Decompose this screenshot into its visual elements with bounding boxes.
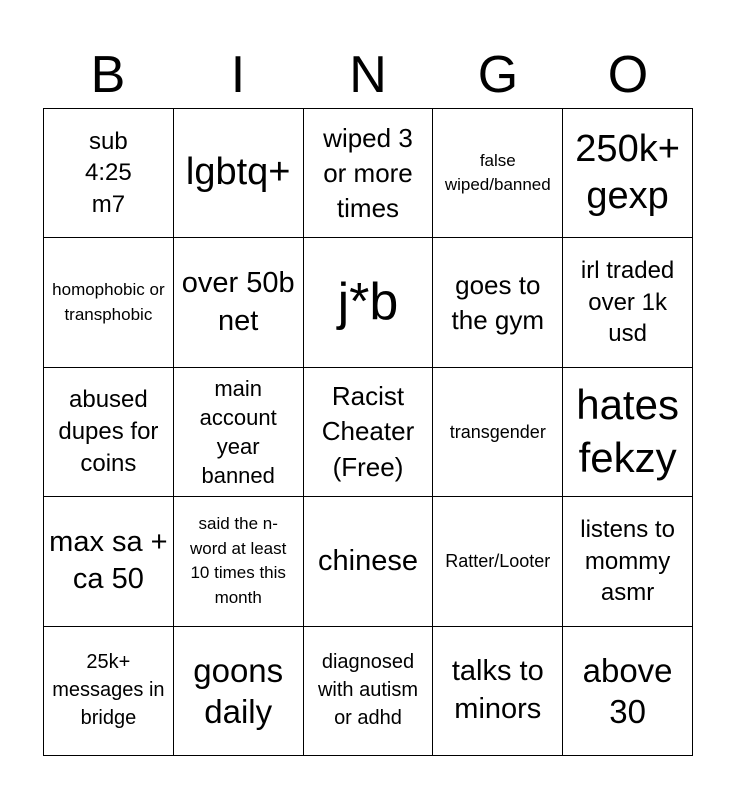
cell-text: goons daily [193,651,284,730]
cell-text: above 30 [582,651,673,730]
bingo-board [43,108,693,756]
bingo-cell[interactable] [304,368,434,497]
header-letter-n: N [349,46,387,104]
bingo-cell[interactable] [433,627,563,756]
bingo-cell[interactable] [563,497,693,626]
bingo-cell[interactable] [304,238,434,367]
cell-text: talks to minors [451,655,544,725]
bingo-cell[interactable] [174,627,304,756]
cell-text: hates fekzy [576,381,679,481]
cell-text: max sa + ca 50 [49,525,168,596]
bingo-cell[interactable] [563,368,693,497]
cell-text: goes to the gym [451,269,545,335]
cell-text: abused dupes for coins [58,386,159,477]
cell-text: over 50b net [181,266,295,337]
cell-text: diagnosed with autism or adhd [317,651,418,729]
cell-text: Racist Cheater (Free) [321,381,415,482]
bingo-cell[interactable] [174,238,304,367]
bingo-cell[interactable] [174,109,304,238]
cell-text: transgender [449,421,546,442]
bingo-cell[interactable] [44,109,174,238]
bingo-cell[interactable] [304,627,434,756]
header-letter-b: B [90,46,126,104]
bingo-cell[interactable] [44,368,174,497]
bingo-cell[interactable] [304,497,434,626]
bingo-cell[interactable] [174,497,304,626]
cell-text: irl traded over 1k usd [580,257,675,348]
cell-text: wiped 3 or more times [323,122,413,223]
bingo-cell[interactable] [433,497,563,626]
bingo-cell[interactable] [44,627,174,756]
header-letter-g: G [477,46,519,104]
cell-text: main account year banned [199,375,277,489]
cell-text: said the n-word at least 10 times this month [189,514,287,608]
bingo-cell[interactable] [44,497,174,626]
cell-text: homophobic or transphobic [52,279,165,324]
bingo-cell[interactable] [563,627,693,756]
bingo-cell[interactable] [433,109,563,238]
cell-text: lgbtq+ [185,151,291,194]
bingo-header [43,40,693,110]
cell-text: 25k+ messages in bridge [52,651,165,729]
cell-text: 250k+ gexp [575,127,680,218]
bingo-cell[interactable] [44,238,174,367]
bingo-cell[interactable] [563,109,693,238]
bingo-cell[interactable] [563,238,693,367]
header-letter-i: I [230,46,246,104]
bingo-cell[interactable] [304,109,434,238]
header-letter-o: O [607,46,649,104]
cell-text: false wiped/banned [444,150,551,195]
cell-text: sub 4:25 m7 [85,127,132,219]
cell-text: Ratter/Looter [445,551,551,572]
cell-text: chinese [318,544,418,577]
bingo-cell[interactable] [433,238,563,367]
bingo-cell[interactable] [174,368,304,497]
cell-text: listens to mommy asmr [580,515,675,607]
bingo-cell[interactable] [433,368,563,497]
cell-text: j*b [337,273,399,331]
